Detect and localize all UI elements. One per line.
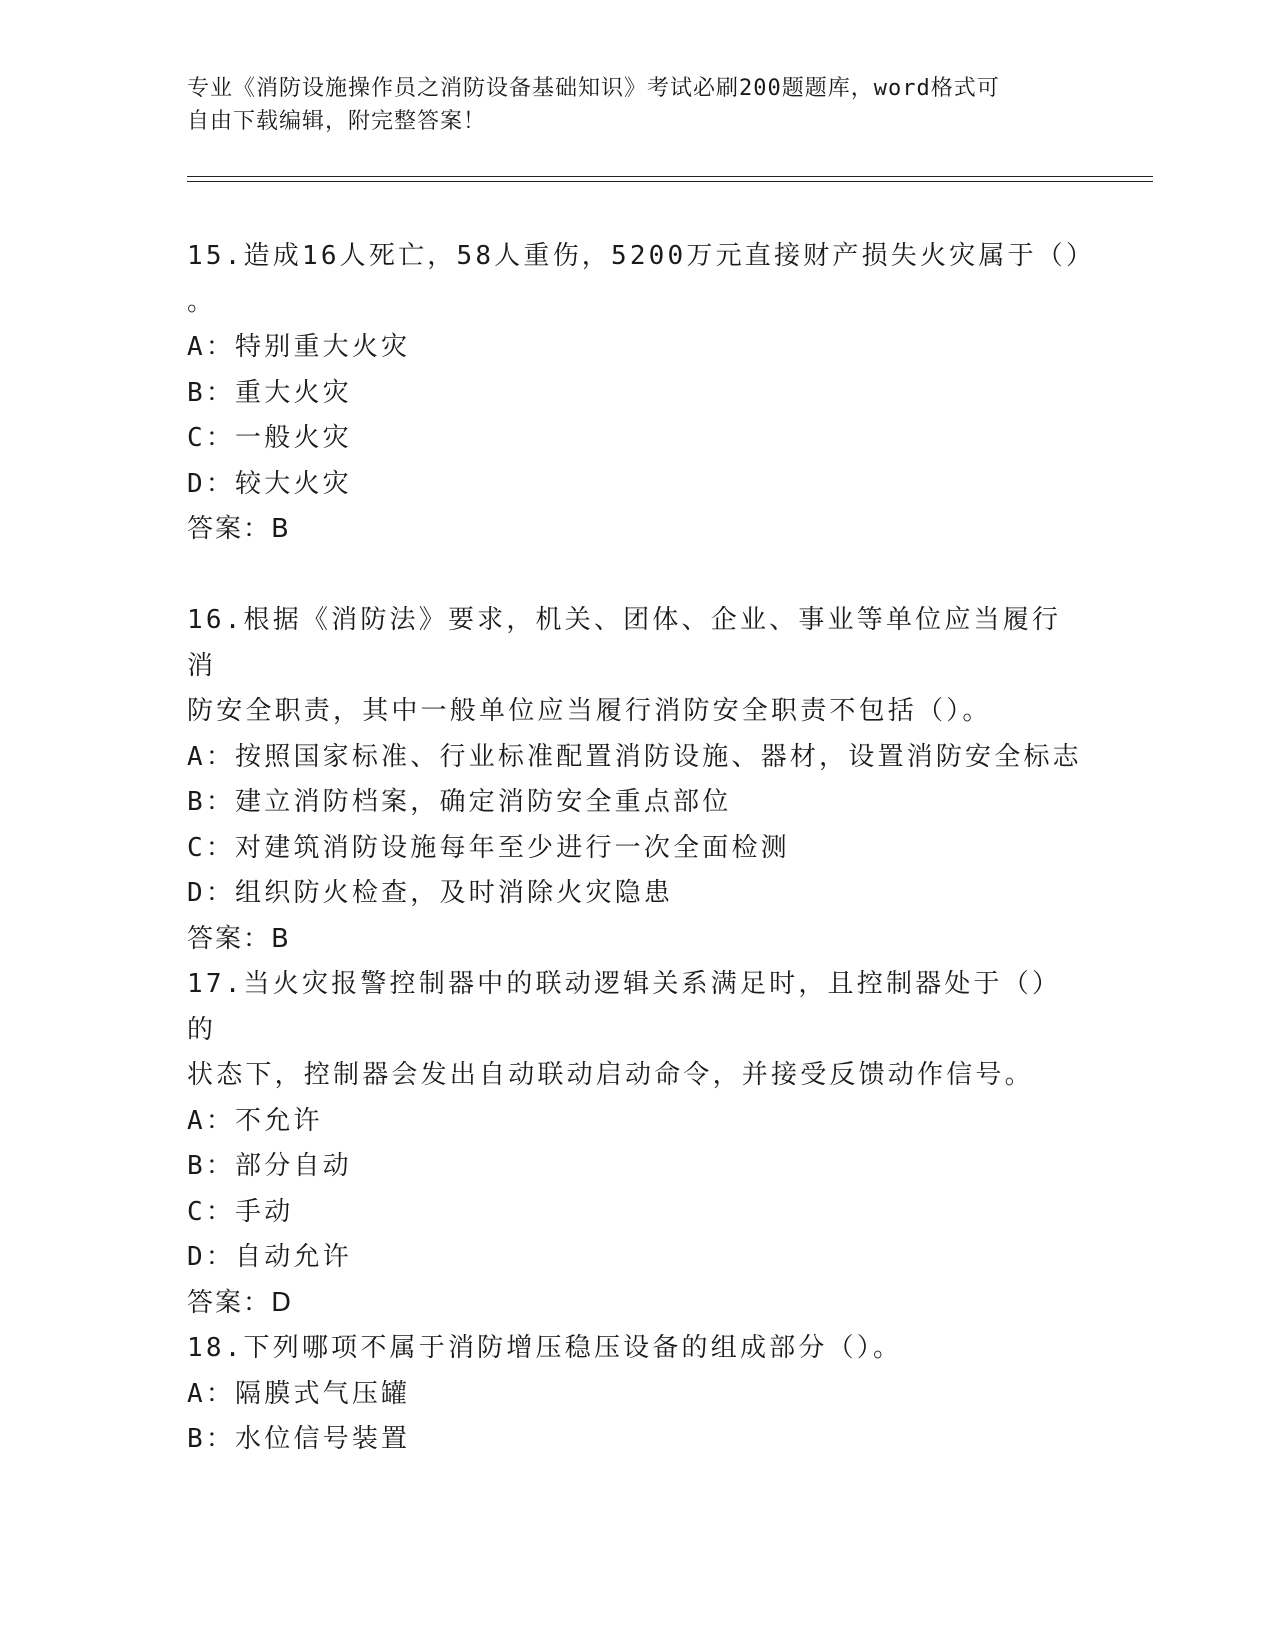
option-a: A：不允许 <box>187 1105 323 1136</box>
option-d: D：组织防火检查，及时消除火灾隐患 <box>187 878 674 908</box>
document-header <box>187 72 1087 138</box>
option-c: C：手动 <box>187 1196 294 1227</box>
question-stem-continued: 防安全职责，其中一般单位应当履行消防安全职责不包括（）。 <box>187 696 992 726</box>
answer-label: 答案： <box>187 1287 272 1318</box>
option-a: A：隔膜式气压罐 <box>187 1378 411 1409</box>
answer-value: B <box>271 514 291 544</box>
option-d: D：较大火灾 <box>187 468 352 499</box>
question-stem-continued: 。 <box>187 286 217 317</box>
option-b: B：水位信号装置 <box>187 1424 411 1454</box>
option-a: A：特别重大火灾 <box>187 332 411 362</box>
option-b: B：重大火灾 <box>187 377 352 408</box>
question-stem-continued: 状态下，控制器会发出自动联动启动命令，并接受反馈动作信号。 <box>187 1060 1034 1090</box>
option-d: D：自动允许 <box>187 1242 352 1272</box>
question-stem: 18.下列哪项不属于消防增压稳压设备的组成部分（）。 <box>187 1333 903 1363</box>
question-stem: 17.当火灾报警控制器中的联动逻辑关系满足时，且控制器处于（）的 <box>187 969 1062 1045</box>
option-c: C：对建筑消防设施每年至少进行一次全面检测 <box>187 832 790 863</box>
answer-label: 答案： <box>187 923 272 954</box>
option-c: C：一般火灾 <box>187 423 352 453</box>
option-a: A：按照国家标准、行业标准配置消防设施、器材，设置消防安全标志 <box>187 741 1082 772</box>
answer-label: 答案： <box>187 514 272 544</box>
question-15 <box>187 234 1096 553</box>
question-stem: 15.造成16人死亡，58人重伤，5200万元直接财产损失火灾属于（） <box>187 241 1096 271</box>
question-16 <box>187 598 1087 962</box>
answer-line <box>187 917 1087 963</box>
answer-value: D <box>271 1287 293 1318</box>
header-divider-bottom <box>187 181 1153 182</box>
option-b: B：部分自动 <box>187 1151 352 1181</box>
question-stem: 16.根据《消防法》要求，机关、团体、企业、事业等单位应当履行消 <box>187 605 1062 681</box>
header-line-2: 自由下载编辑，附完整答案！ <box>187 109 487 134</box>
question-17 <box>187 962 1087 1326</box>
option-b: B：建立消防档案，确定消防安全重点部位 <box>187 787 732 817</box>
header-line-1: 专业《消防设施操作员之消防设备基础知识》考试必刷200题题库，word格式可 <box>187 76 1000 101</box>
answer-value: B <box>271 923 291 954</box>
header-divider-top <box>187 176 1153 177</box>
answer-line <box>187 507 1087 553</box>
question-18 <box>187 1326 1087 1463</box>
answer-line <box>187 1281 1087 1327</box>
